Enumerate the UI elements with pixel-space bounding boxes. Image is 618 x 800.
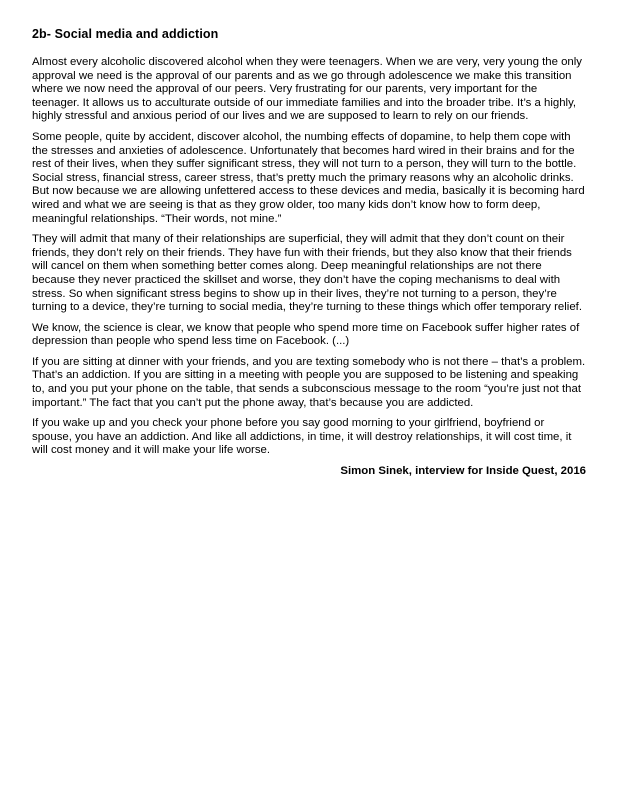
paragraph-1: Almost every alcoholic discovered alcohol when they were teenagers. When we are very, very young the only approval we need is the approval of our parents and as we go through adolescence we make this transition where we now need the approval of our peers. Very frustrating for our parents, very important for the teenager. It allows us to acculturate outside of our immediate families and into the broader tribe. It’s a highly, highly stressful and anxious period of our lives and we are supposed to learn to rely on our friends. bbox=[32, 56, 582, 123]
paragraph-3: They will admit that many of their relationships are superficial, they will admit that they don’t count on their friends, they don’t rely on their friends. They have fun with their friends, but they also know that their friends will cancel on them when something better comes along. Deep meaningful relationships are not there because they never practiced the skillset and worse, they don’t have the coping mechanisms to deal with stress. So when significant stress begins to show up in their lives, they’re not turning to a person, they’re turning to a device, they’re turning to social media, they’re turning to these things which offer temporary relief. bbox=[32, 233, 582, 314]
document-title: 2b- Social media and addiction bbox=[32, 27, 219, 41]
attribution-line: Simon Sinek, interview for Inside Quest, 2016 bbox=[340, 465, 586, 478]
paragraph-4: We know, the science is clear, we know that people who spend more time on Facebook suffer higher rates of depression than people who spend less time on Facebook. (...) bbox=[32, 321, 580, 348]
paragraph-5: If you are sitting at dinner with your friends, and you are texting somebody who is not there – that’s a problem. That’s an addiction. If you are sitting in a meeting with people you are supposed to be listening and speaking to, and you put your phone on the table, that sends a subconscious message to the room “you’re just not that important.” The fact that you can’t put the phone away, that’s because you are addicted. bbox=[32, 355, 586, 409]
paragraph-6: If you wake up and you check your phone before you say good morning to your girlfriend, boyfriend or spouse, you have an addiction. And like all addictions, in time, it will destroy relationships, it will cost time, it will cost money and it will make your life worse. bbox=[32, 417, 572, 457]
paragraph-2: Some people, quite by accident, discover alcohol, the numbing effects of dopamine, to help them cope with the stresses and anxieties of adolescence. Unfortunately that becomes hard wired in their brains and for the rest of their lives, when they suffer significant stress, they will not turn to a person, they will turn to the bottle. Social stress, financial stress, career stress, that’s pretty much the primary reasons why an alcoholic drinks. But now because we are allowing unfettered access to these devices and media, basically it is becoming hard wired and what we are seeing is that as they grow older, too many kids don’t know how to form deep, meaningful relationships. “Their words, not mine.” bbox=[32, 130, 585, 225]
